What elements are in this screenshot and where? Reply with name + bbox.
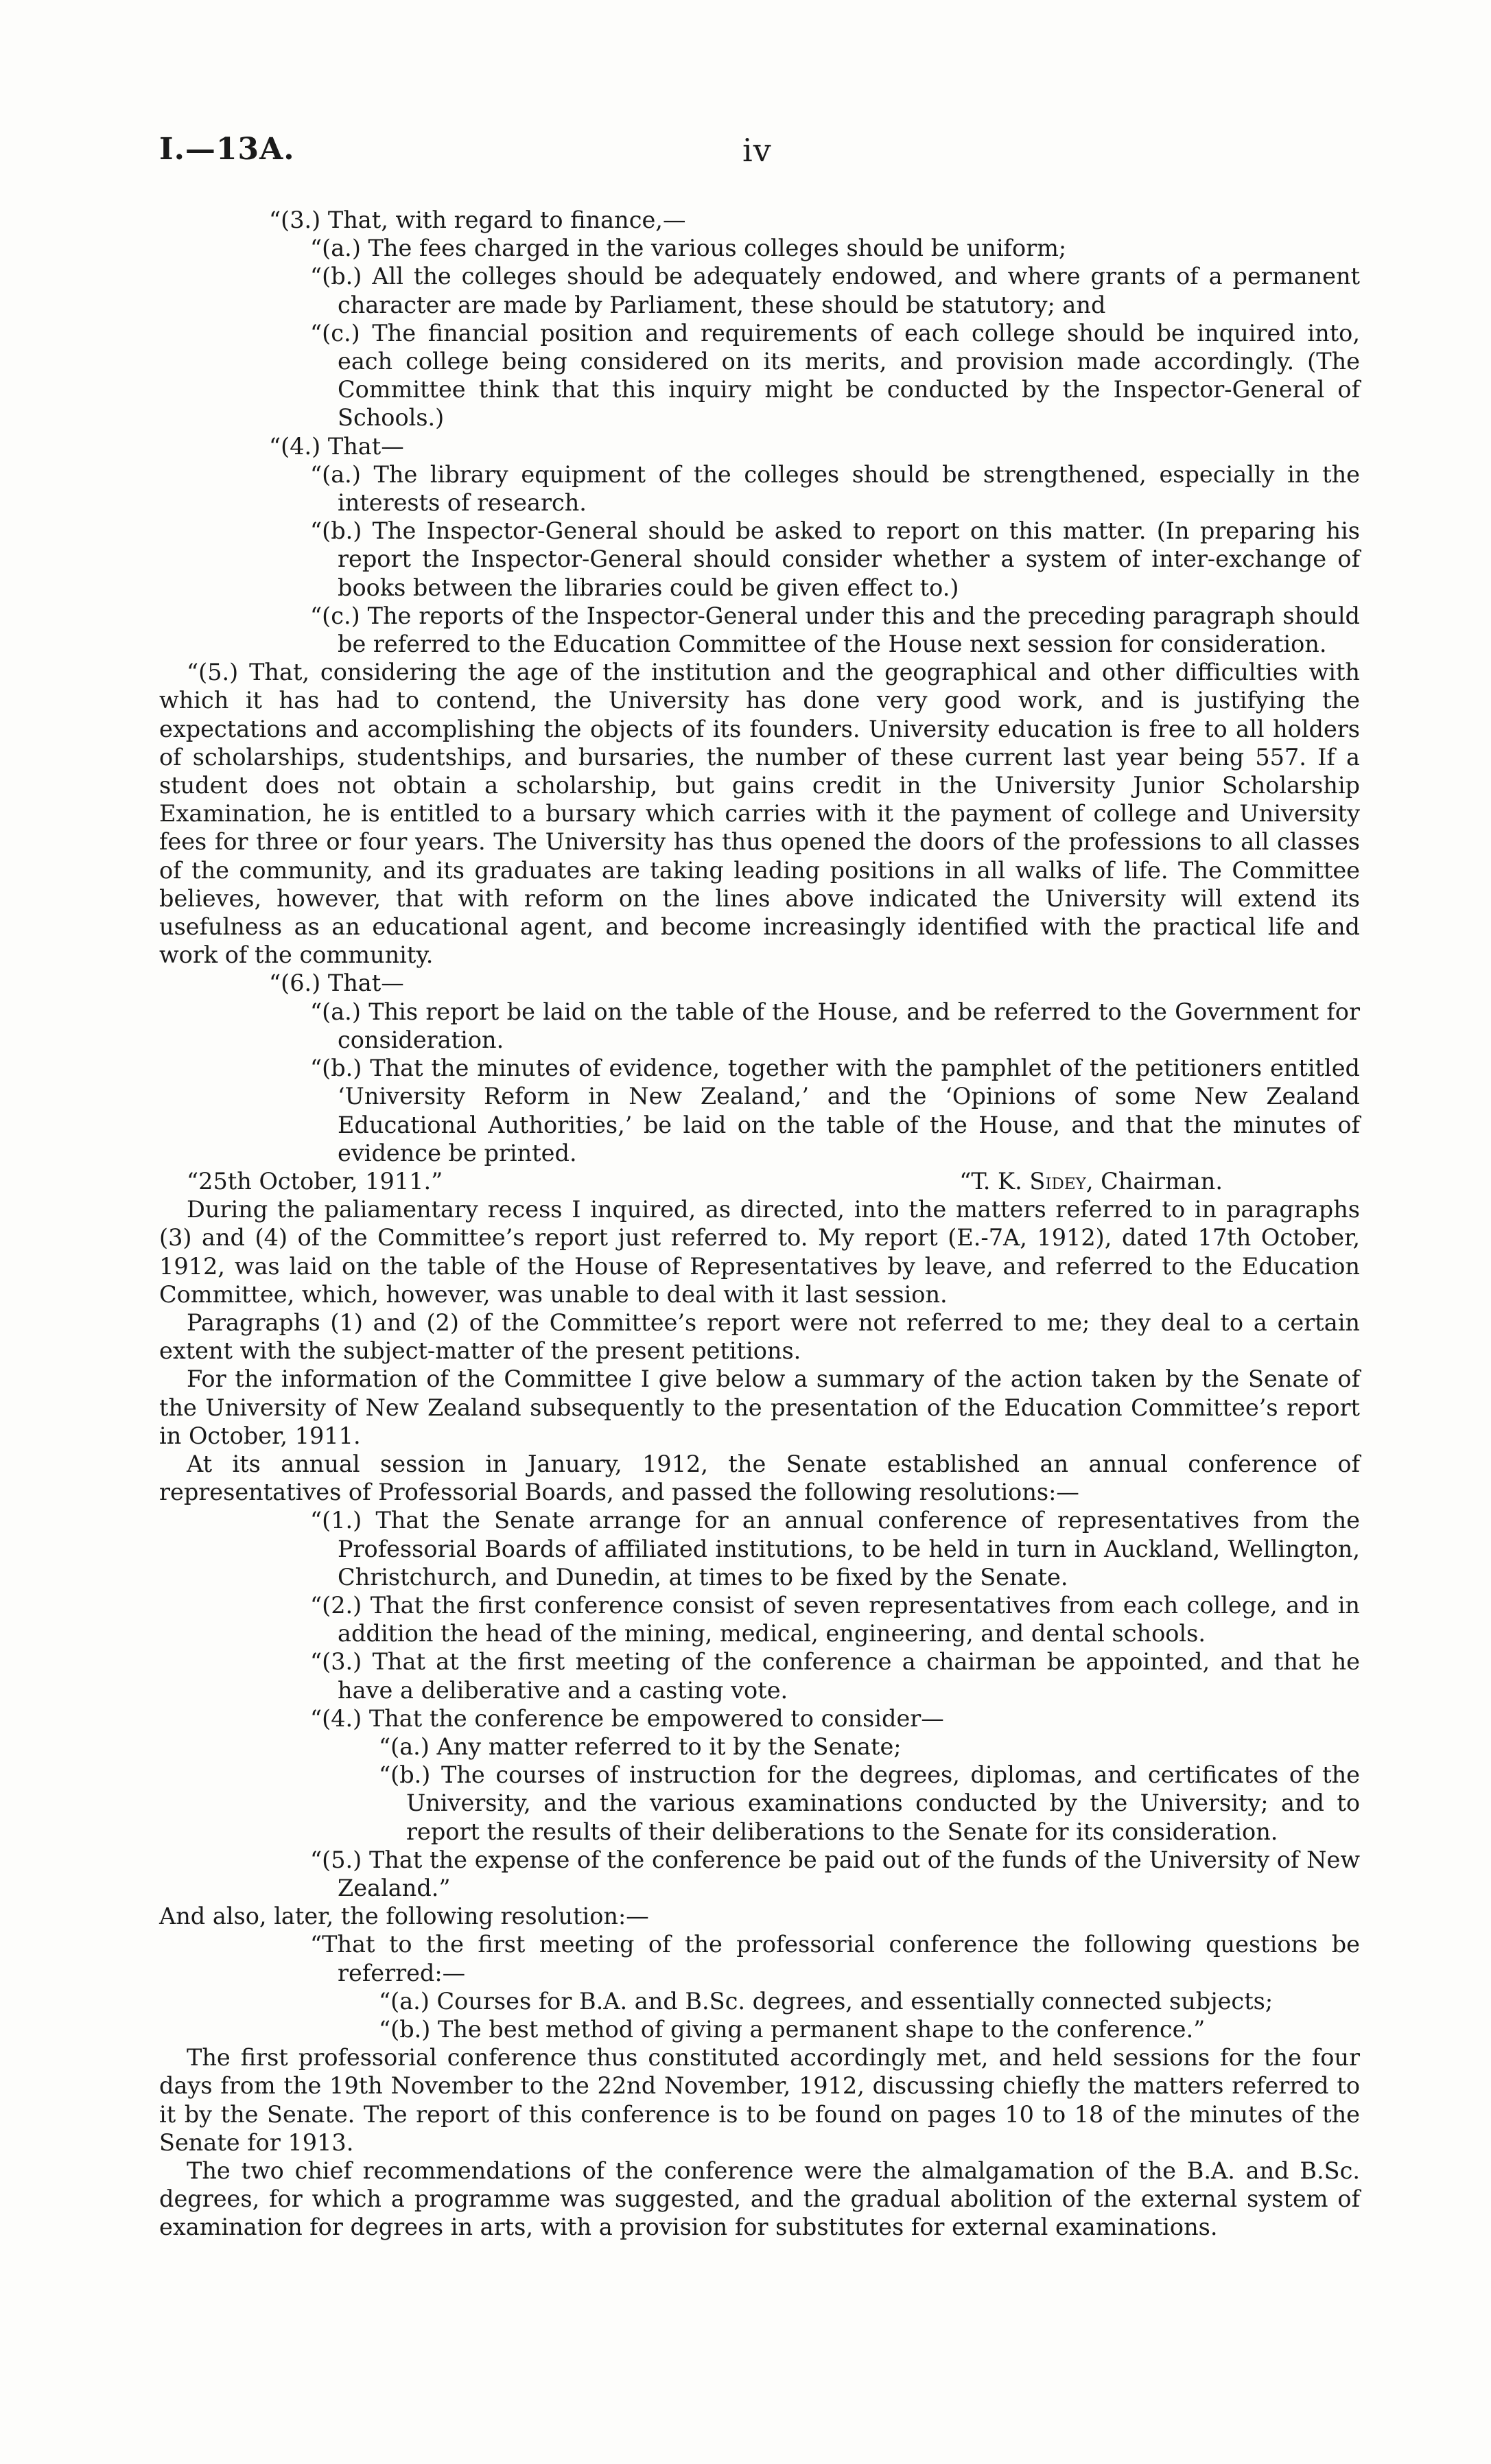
paragraph: “(1.) That the Senate arrange for an annual conference of representatives from the Professorial Boards of affiliated institutions, to be held in turn in Auckland, Wellington, Christchurch, and Dunedin, at times to be fixed by the Senate. [310,1507,1360,1591]
document-body [159,206,1360,2242]
paragraph: “(c.) The financial position and requirements of each college should be inquired into, each college being considered on its merits, and provision made accordingly. (The Committee think that this inquiry might be conducted by the Inspector-General of Schools.) [310,319,1360,432]
paragraph: “(a.) The library equipment of the colleges should be strengthened, especially in the interests of research. [310,460,1360,517]
paragraph: For the information of the Committee I give below a summary of the action taken by the Senate of the University of New Zealand subsequently to the presentation of the Education Committee’s report in October, 1911. [159,1365,1360,1449]
signature-name [959,1167,1223,1195]
paragraph: “(b.) All the colleges should be adequately endowed, and where grants of a permanent character are made by Parliament, these should be statutory; and [310,263,1360,318]
committee-report-resolutions [159,206,1360,1167]
paragraph: Paragraphs (1) and (2) of the Committee’s report were not referred to me; they deal to a certain extent with the subject-matter of the present petitions. [159,1309,1360,1365]
paragraph: “(3.) That at the first meeting of the conference a chairman be appointed, and that he have a deliberative and a casting vote. [310,1648,1360,1704]
paragraph: “(a.) This report be laid on the table of the House, and be referred to the Government for consideration. [310,998,1360,1053]
paragraph: “(3.) That, with regard to finance,— [269,207,686,233]
paragraph: “(4.) That— [269,432,404,460]
paragraph: “(a.) Courses for B.A. and B.Sc. degrees, and essentially connected subjects; [379,1987,1273,2015]
signature-date: “25th October, 1911.” [187,1167,443,1195]
paragraph: “(b.) That the minutes of evidence, together with the pamphlet of the petitioners entitled ‘University Reform in New Zealand,’ and the ‘Opinions of some New Zealand Educational Authorities,’ be laid on the table of the House, and that the minutes of evidence be printed. [310,1055,1360,1166]
paragraph: “(a.) Any matter referred to it by the Senate; [379,1733,902,1760]
signature-line [159,1167,1360,1195]
paragraph: “(6.) That— [269,970,404,997]
paragraph: “(4.) That the conference be empowered to consider— [310,1704,944,1732]
paragraph: “(2.) That the first conference consist of seven representatives from each college, and in addition the head of the mining, medical, engineering, and dental schools. [310,1591,1360,1647]
parliamentary-paper-reference: I.—13A. [159,132,295,167]
paragraph: “(c.) The reports of the Inspector-General under this and the preceding paragraph should be referred to the Education Committee of the House next session for consideration. [310,602,1360,658]
paragraph: The two chief recommendations of the conference were the almalgamation of the B.A. and B.Sc. degrees, for which a programme was suggested, and the gradual abolition of the external system of examination for degrees in arts, with a provision for substitutes for external examinations. [159,2157,1360,2241]
paragraph: The first professorial conference thus constituted accordingly met, and held sessions for the four days from the 19th November to the 22nd November, 1912, discussing chiefly the matters referred to it by the Senate. The report of this conference is to be found on pages 10 to 18 of the minutes of the Senate for 1913. [159,2044,1360,2156]
paragraph: “(b.) The courses of instruction for the degrees, diplomas, and certificates of the University, and the various examinations conducted by the University; and to report the results of their deliberations to the Senate for its consideration. [379,1761,1360,1845]
signature-name-prefix: “T. K. [959,1167,1030,1195]
paragraph: “(b.) The Inspector-General should be asked to report on this matter. (In preparing his report the Inspector-General should consider whether a system of inter-exchange of books between the libraries could be given effect to.) [310,517,1360,601]
paragraph: “(5.) That the expense of the conference be paid out of the funds of the University of New Zealand.” [310,1846,1360,1901]
page-number: iv [742,132,772,169]
paragraph: “(5.) That, considering the age of the institution and the geographical and other difficulties with which it has had to contend, the University has done very good work, and is justifying the expectations and accomplishing the objects of its founders. University education is free to all holders of scholarships, studentships, and bursaries, the number of these current last year being 557. If a student does not obtain a scholarship, but gains credit in the University Junior Scholarship Examination, he is entitled to a bursary which carries with it the payment of college and University fees for three or four years. The University has thus opened the doors of the professions to all classes of the community, and its graduates are taking leading positions in all walks of life. The Committee believes, however, that with reform on the lines above indicated the University will extend its usefulness as an educational agent, and become increasingly identified with the practical life and work of the community. [159,659,1360,969]
signature-title: , Chairman. [1085,1167,1223,1195]
paragraph: “(a.) The fees charged in the various colleges should be uniform; [310,235,1067,262]
paragraph: And also, later, the following resolution:— [159,1903,649,1930]
senate-action-summary [159,1195,1360,2242]
paragraph: “That to the first meeting of the professorial conference the following questions be referred:— [310,1931,1360,1986]
signature-surname: Sidey [1029,1167,1086,1195]
paragraph: During the paliamentary recess I inquired, as directed, into the matters referred to in paragraphs (3) and (4) of the Committee’s report just referred to. My report (E.-7A, 1912), dated 17th October, 1912, was laid on the table of the House of Representatives by leave, and referred to the Education Committee, which, however, was unable to deal with it last session. [159,1196,1360,1308]
paragraph: At its annual session in January, 1912, the Senate established an annual conference of representatives of Professorial Boards, and passed the following resolutions:— [159,1450,1360,1506]
paragraph: “(b.) The best method of giving a permanent shape to the conference.” [379,2016,1206,2043]
